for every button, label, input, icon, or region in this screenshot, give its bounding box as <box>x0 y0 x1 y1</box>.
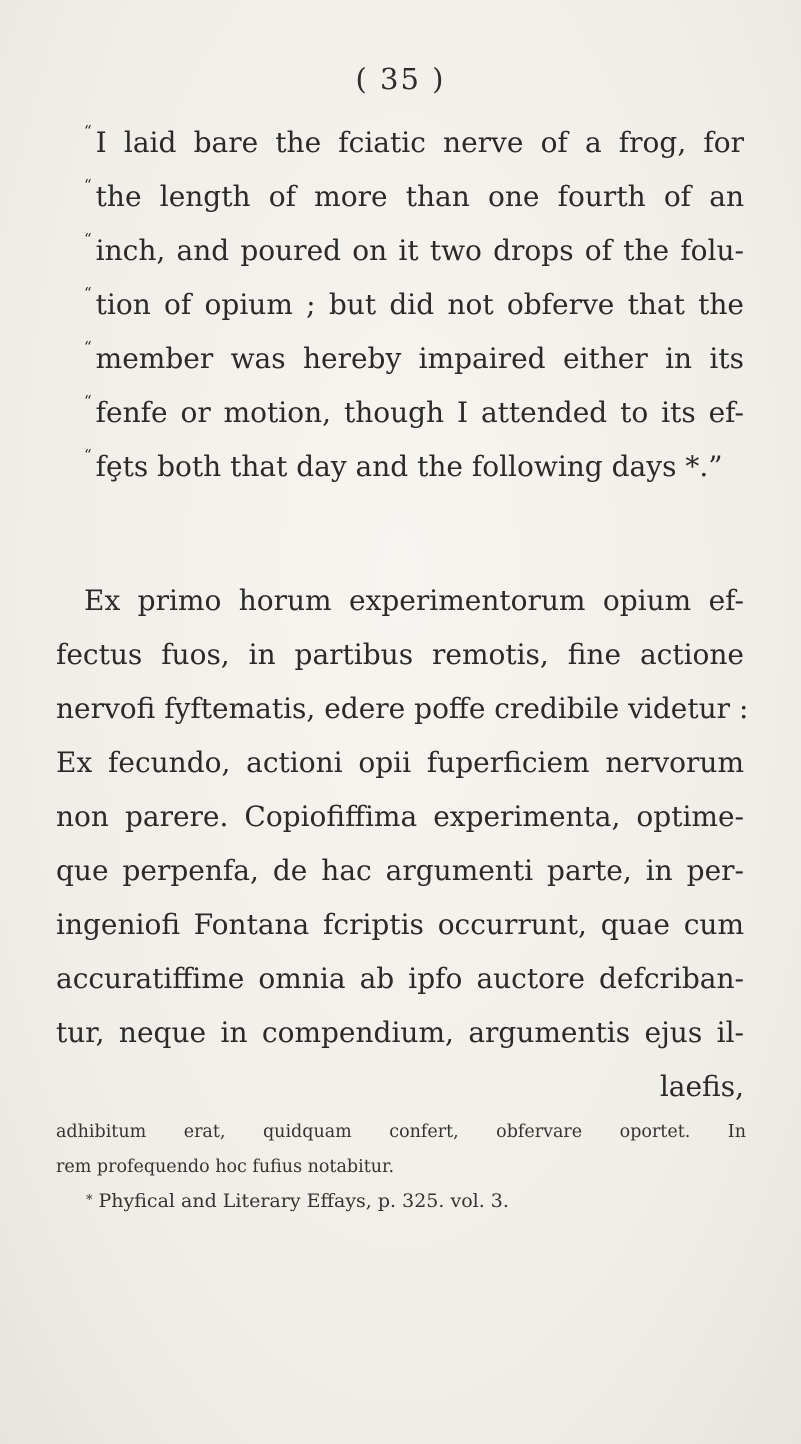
quote-mark: “ <box>84 338 92 356</box>
latin-paragraph <box>56 574 749 1114</box>
quote-line <box>56 440 744 494</box>
footnote-mark: * <box>86 1193 93 1208</box>
footnote-continuation <box>56 1115 746 1185</box>
paragraph-line: non parere. Copiofiffima experimenta, optime- <box>56 800 744 833</box>
paragraph-line: Ex primo horum experimentorum opium ef- <box>84 584 744 617</box>
page-number: ( 35 ) <box>355 62 446 96</box>
quote-line <box>56 332 744 386</box>
quote-line-text: fȩts both that day and the following days *.” <box>95 450 723 483</box>
quote-line-text: inch, and poured on it two drops of the folu- <box>95 234 744 267</box>
quote-line-text: I laid bare the fciatic nerve of a frog, for <box>95 126 744 159</box>
quote-line <box>56 386 744 440</box>
footnote-text: Phyfical and Literary Effays, p. 325. vol. 3. <box>98 1190 509 1212</box>
quote-line <box>56 116 744 170</box>
paragraph-line: accuratiffime omnia ab ipfo auctore defcriban- <box>56 962 744 995</box>
quote-mark: “ <box>84 230 92 248</box>
quote-line <box>56 224 744 278</box>
quote-line-text: the length of more than one fourth of an <box>95 180 744 213</box>
paragraph-line: nervofi fyftematis, edere poffe credibile videtur : <box>56 692 749 725</box>
quote-line-text: tion of opium ; but did not obferve that the <box>95 288 744 321</box>
paragraph-line: que perpenfa, de hac argumenti parte, in per- <box>56 854 744 887</box>
paragraph-line: ingeniofi Fontana fcriptis occurrunt, quae cum <box>56 908 744 941</box>
paragraph-line: tur, neque in compendium, argumentis ejus il- <box>56 1016 744 1049</box>
catchword: laefis, <box>659 1070 744 1103</box>
quote-line-text: fenfe or motion, though I attended to its ef- <box>95 396 744 429</box>
quote-line-text: member was hereby impaired either in its <box>95 342 744 375</box>
quotation-block <box>56 116 744 494</box>
footnote-reference <box>86 1186 746 1216</box>
footnote-line: adhibitum erat, quidquam confert, obfervare oportet. In <box>56 1122 746 1142</box>
quote-mark: “ <box>84 284 92 302</box>
quote-mark: “ <box>84 122 92 140</box>
quote-mark: “ <box>84 446 92 464</box>
quote-mark: “ <box>84 392 92 410</box>
quote-line <box>56 170 744 224</box>
paragraph-line: fectus fuos, in partibus remotis, fine actione <box>56 638 744 671</box>
footnote-line: rem profequendo hoc fufius notabitur. <box>56 1157 395 1177</box>
paragraph-line: Ex fecundo, actioni opii fuperficiem nervorum <box>56 746 744 779</box>
quote-mark: “ <box>84 176 92 194</box>
quote-line <box>56 278 744 332</box>
